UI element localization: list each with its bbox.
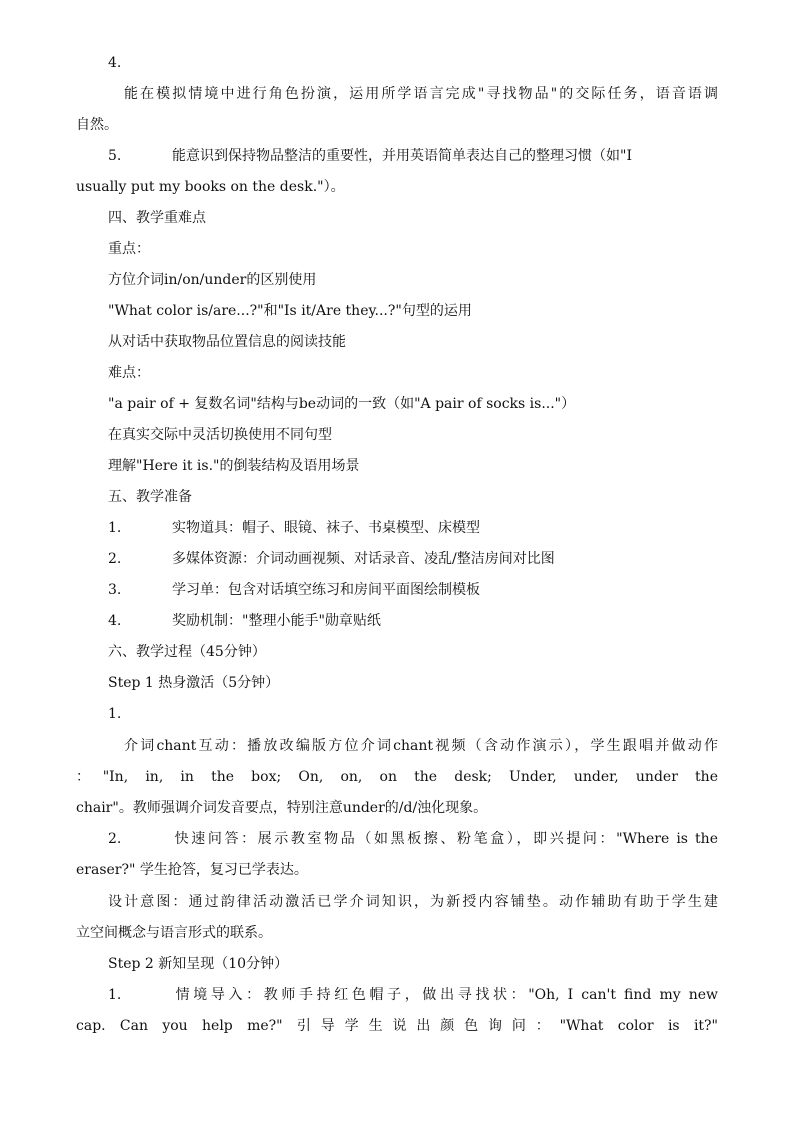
list-number: 4.: [108, 55, 122, 71]
list-item-text: 多媒体资源：介词动画视频、对话录音、凌乱/整洁房间对比图: [172, 551, 555, 567]
list-item: [108, 513, 718, 544]
subheading: 重点：: [108, 241, 150, 257]
list-number: 5.: [108, 148, 122, 164]
list-item: [108, 544, 718, 575]
section-heading: 五、教学准备: [108, 489, 192, 505]
list-number: 2.: [108, 551, 122, 567]
step-heading: Step 2 新知呈现（10分钟）: [108, 956, 289, 972]
paragraph-line: chair"。教师强调介词发音要点，特别注意under的/d/浊化现象。: [76, 800, 488, 816]
list-item-text: 情境导入：教师手持红色帽子，做出寻找状："Oh, I can't find my new: [172, 987, 718, 1003]
subheading: 难点：: [108, 365, 150, 381]
list-number: 1.: [108, 520, 122, 536]
list-item: [108, 980, 718, 1011]
list-number: 2.: [108, 831, 122, 847]
list-number: 1.: [108, 706, 122, 722]
paragraph-line: 从对话中获取物品位置信息的阅读技能: [108, 334, 346, 350]
paragraph-line: ："In, in, in the box; On, on, on the desk; Under, under, under the: [76, 769, 718, 785]
list-item: [108, 606, 718, 637]
list-item: [108, 141, 718, 172]
list-number: 3.: [108, 582, 122, 598]
step-heading: Step 1 热身激活（5分钟）: [108, 675, 280, 691]
list-number: 4.: [108, 613, 122, 629]
paragraph-line: 能在模拟情境中进行角色扮演，运用所学语言完成"寻找物品"的交际任务，语音语调: [124, 86, 718, 102]
paragraph-line: 立空间概念与语言形式的联系。: [76, 925, 272, 941]
paragraph-line: 自然。: [76, 117, 118, 133]
section-heading: 六、教学过程（45分钟）: [108, 644, 266, 660]
list-item-text: 奖励机制："整理小能手"勋章贴纸: [172, 613, 381, 629]
list-item-text: 实物道具：帽子、眼镜、袜子、书桌模型、床模型: [172, 520, 480, 536]
list-item-text: 能意识到保持物品整洁的重要性，并用英语简单表达自己的整理习惯（如"I: [172, 148, 632, 164]
paragraph-line: "What color is/are...?"和"Is it/Are they...?"句型的运用: [108, 303, 472, 319]
paragraph-line: 介词chant互动：播放改编版方位介词chant视频（含动作演示），学生跟唱并做动作: [124, 738, 718, 754]
list-item: [108, 824, 718, 855]
paragraph-line: 理解"Here it is."的倒装结构及语用场景: [108, 458, 360, 474]
section-heading: 四、教学重难点: [108, 210, 206, 226]
list-number: 1.: [108, 987, 122, 1003]
paragraph-line: cap. Can you help me?" 引导学生说出颜色询问："What color is it?": [76, 1018, 718, 1034]
paragraph-line: usually put my books on the desk."）。: [76, 179, 345, 195]
paragraph-line: 在真实交际中灵活切换使用不同句型: [108, 427, 332, 443]
paragraph-line: "a pair of + 复数名词"结构与be动词的一致（如"A pair of socks is..."）: [108, 396, 576, 412]
list-item: [108, 575, 718, 606]
paragraph-line: 方位介词in/on/under的区别使用: [108, 272, 317, 288]
paragraph-line: 设计意图：通过韵律活动激活已学介词知识，为新授内容铺垫。动作辅助有助于学生建: [108, 894, 718, 910]
paragraph-line: eraser?" 学生抢答，复习已学表达。: [76, 862, 308, 878]
list-item-text: 学习单：包含对话填空练习和房间平面图绘制模板: [172, 582, 480, 598]
list-item-text: 快速问答：展示教室物品（如黑板擦、粉笔盒），即兴提问："Where is the: [172, 831, 718, 847]
